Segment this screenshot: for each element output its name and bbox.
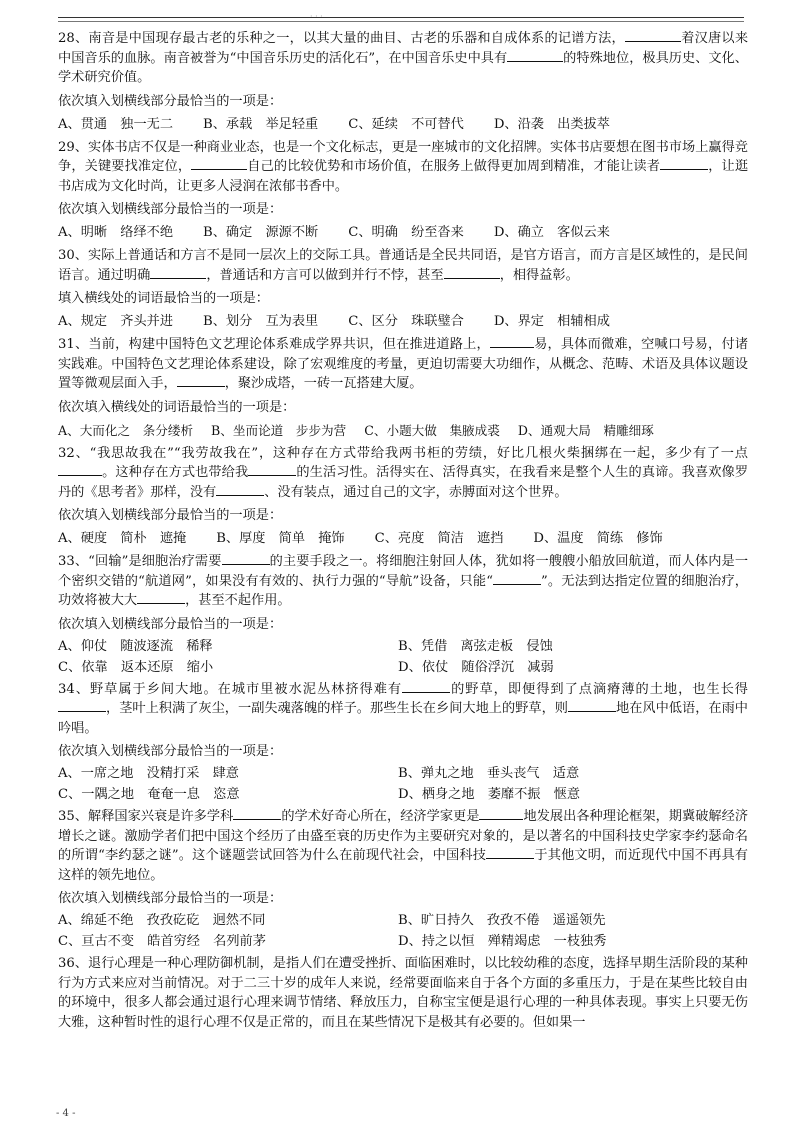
fill-blank: [660, 157, 708, 170]
option-b[interactable]: B、划分 互为表里: [203, 314, 319, 329]
header-rule-thin: [58, 21, 744, 22]
question-text: 32、“我思故我在”“我劳故我在”，这种存在方式带给我两书柜的劳绩，好比几根火柴捆绑在一起，多少有了一点。这种存在方式也带给我 的生活习性。活得实在、活得真实，在我看来是整个人生的真谛。我喜欢像罗丹的《思考者》那样，没有 、没有装点，通过自己的文字，赤膊面对这个世界。: [58, 445, 749, 500]
option-c[interactable]: C、一隅之地 奄奄一息 恣意: [58, 787, 240, 802]
answer-options: [58, 636, 748, 678]
option-d[interactable]: D、沿袭 出类拔萃: [493, 116, 610, 132]
option-c[interactable]: C、依靠 返本还原 缩小: [58, 659, 214, 675]
option-b[interactable]: B、旷日持久 孜孜不倦 遥遥领先: [398, 913, 606, 928]
option-d[interactable]: D、持之以恒 殚精竭虑 一枝独秀: [398, 934, 607, 949]
fill-blank: [248, 463, 296, 476]
question-prompt: 依次填入横线处的词语最恰当的一项是：: [58, 399, 296, 415]
question-prompt: 依次填入划横线部分最恰当的一项是：: [58, 744, 283, 759]
fill-blank: [493, 572, 541, 585]
option-c[interactable]: C、明确 纷至沓来: [348, 225, 464, 240]
fill-blank: [486, 846, 534, 859]
option-a[interactable]: A、贯通 独一无二: [58, 116, 174, 132]
fill-blank: [137, 591, 185, 604]
answer-options: [58, 223, 748, 242]
fill-blank: [216, 483, 264, 496]
fill-blank: [568, 699, 616, 712]
question-30: [58, 246, 748, 331]
answer-options: [58, 421, 748, 440]
question-text: 35、解释国家兴衰是许多学科 的学术好奇心所在，经济学家更是 地发展出各种理论框架，期冀破解经济增长之谜。激励学者们把中国这个经历了由盛至衰的历史作为主要研究对象的，是以著名的中国科技史学家李约瑟命名的所谓“李约瑟之谜”。这个谜题尝试回答为什么在前现代社会，中国科技 于其他文明，而近现代中国不再具有这样的领先地位。: [58, 809, 749, 883]
option-a[interactable]: A、一席之地 没精打采 肆意: [58, 766, 239, 781]
question-text: 29、实体书店不仅是一种商业业态，也是一个文化标志，更是一座城市的文化招牌。实体书店要想在图书市场上赢得竞争，关键要找准定位， 自己的比较优势和市场价值，在服务上做得更加周到精准，才能让读者 ，让逛书店成为文化时尚，让更多人浸润在浓郁书香中。: [58, 139, 749, 194]
question-text: 34、野草属于乡间大地。在城市里被水泥丛林挤得难有 的野草，即便得到了点滴瘠薄的土地，也生长得，茎叶上积满了灰尘，一副失魂落魄的样子。那些生长在乡间大地上的野草，则 地在风中低语，在雨中吟唱。: [58, 681, 748, 736]
fill-blank: [479, 807, 523, 820]
question-32: [58, 444, 748, 549]
option-b[interactable]: B、弹丸之地 垂头丧气 适意: [398, 766, 580, 781]
fill-blank: [625, 29, 681, 42]
option-d[interactable]: D、栖身之地 萎靡不振 惬意: [398, 787, 581, 802]
option-c[interactable]: C、区分 珠联璧合: [348, 314, 464, 329]
option-a[interactable]: A、明晰 络绎不绝: [58, 225, 174, 240]
fill-blank: [233, 807, 281, 820]
option-a[interactable]: A、规定 齐头并进: [58, 314, 174, 329]
question-33: [58, 552, 748, 678]
question-text: 28、南音是中国现存最古老的乐种之一，以其大量的曲目、古老的乐器和自成体系的记谱方法， 着汉唐以来中国音乐的血脉。南音被誉为“中国音乐历史的活化石”，在中国音乐史中具有 的特殊地位，极具历史、文化、学术研究价值。: [58, 31, 749, 85]
fill-blank: [490, 335, 534, 348]
header-mark: · · ·: [310, 12, 323, 21]
question-text: 30、实际上普通话和方言不是同一层次上的交际工具。普通话是全民共同语，是官方语言，而方言是区域性的，是民间语言。通过明确 ，普通话和方言可以做到并行不悖，甚至 ，相得益彰。: [58, 248, 748, 283]
fill-blank: [150, 266, 206, 279]
question-34: [58, 680, 748, 806]
question-text: 36、退行心理是一种心理防御机制，是指人们在遭受挫折、面临困难时，以比较幼稚的态度，选择早期生活阶段的某种行为方式来应对当前情况。对于二三十岁的成年人来说，经常要面临来自于各个方面的多重压力，于是在某些比较自由的环境中，很多人都会通过退行心理来调节情绪、释放压力，自称宝宝便是退行心理的一种具体表现。事实上只要无伤大雅，这种暂时性的退行心理不仅是正常的，而且在某些情况下是极其有必要的。但如果一: [58, 956, 748, 1030]
question-28: [58, 29, 748, 134]
option-a[interactable]: A、硬度 简朴 遮掩: [58, 531, 187, 546]
fill-blank: [191, 157, 247, 170]
question-prompt: 依次填入划横线部分最恰当的一项是：: [58, 93, 283, 109]
option-d[interactable]: D、界定 相辅相成: [493, 314, 610, 329]
fill-blank: [58, 699, 106, 712]
option-d[interactable]: D、确立 客似云来: [493, 225, 610, 240]
option-a[interactable]: A、大而化之 条分缕析: [58, 422, 194, 438]
question-text: 33、“回输”是细胞治疗需要 的主要手段之一。将细胞注射回人体，犹如将一艘艘小船放回航道，而人体内是一个密织交错的“航道网”，如果没有有效的、执行力强的“导航”设备，只能“ ”。无法到达指定位置的细胞治疗，功效将被大大 ，甚至不起作用。: [58, 554, 749, 608]
option-d[interactable]: D、温度 简练 修饰: [533, 531, 663, 546]
option-b[interactable]: B、确定 源源不断: [203, 225, 319, 240]
question-list: [58, 29, 748, 1032]
answer-options: [58, 910, 748, 952]
fill-blank: [58, 463, 102, 476]
fill-blank: [444, 266, 500, 279]
option-d[interactable]: D、通观大局 精雕细琢: [517, 422, 654, 438]
question-29: [58, 138, 748, 243]
option-c[interactable]: C、小题大做 集腋成裘: [364, 422, 500, 438]
option-a[interactable]: A、绵延不绝 孜孜矻矻 迥然不同: [58, 913, 266, 928]
answer-options: [58, 115, 748, 134]
option-b[interactable]: B、凭借 离弦走板 侵蚀: [398, 638, 553, 654]
option-d[interactable]: D、依仗 随俗浮沉 减弱: [398, 659, 554, 675]
option-c[interactable]: C、亘古不变 皓首穷经 名列前茅: [58, 934, 266, 949]
answer-options: [58, 312, 748, 331]
option-c[interactable]: C、亮度 简洁 遮挡: [374, 531, 504, 546]
question-36: [58, 954, 748, 1032]
header-rule: [58, 17, 744, 18]
question-text: 31、当前，构建中国特色文艺理论体系难成学界共识，但在推进道路上， 易，具体而微难，空喊口号易，付诸实践难。中国特色文艺理论体系建设，除了宏观维度的考量，更迫切需要大功细作，从概念、范畴、术语及具体议题设置等微观层面入手， ，聚沙成塔，一砖一瓦搭建大厦。: [58, 337, 749, 391]
option-a[interactable]: A、仰仗 随波逐流 稀释: [58, 638, 213, 654]
question-prompt: 依次填入划横线部分最恰当的一项是：: [58, 891, 283, 906]
question-prompt: 依次填入划横线部分最恰当的一项是：: [58, 616, 283, 632]
question-prompt: 填入横线处的词语最恰当的一项是：: [58, 291, 269, 306]
page-number: - 4 -: [56, 1108, 76, 1119]
fill-blank: [177, 374, 225, 387]
option-b[interactable]: B、承载 举足轻重: [203, 116, 319, 132]
question-35: [58, 807, 748, 952]
option-c[interactable]: C、延续 不可替代: [348, 116, 464, 132]
fill-blank: [402, 680, 450, 693]
answer-options: [58, 763, 748, 805]
question-prompt: 依次填入划横线部分最恰当的一项是：: [58, 202, 283, 217]
option-b[interactable]: B、坐而论道 步步为营: [211, 422, 347, 438]
option-b[interactable]: B、厚度 简单 掩饰: [216, 531, 345, 546]
question-prompt: 依次填入划横线部分最恰当的一项是：: [58, 508, 283, 523]
fill-blank: [507, 49, 563, 62]
answer-options: [58, 529, 748, 548]
question-31: [58, 335, 748, 440]
fill-blank: [222, 552, 270, 565]
